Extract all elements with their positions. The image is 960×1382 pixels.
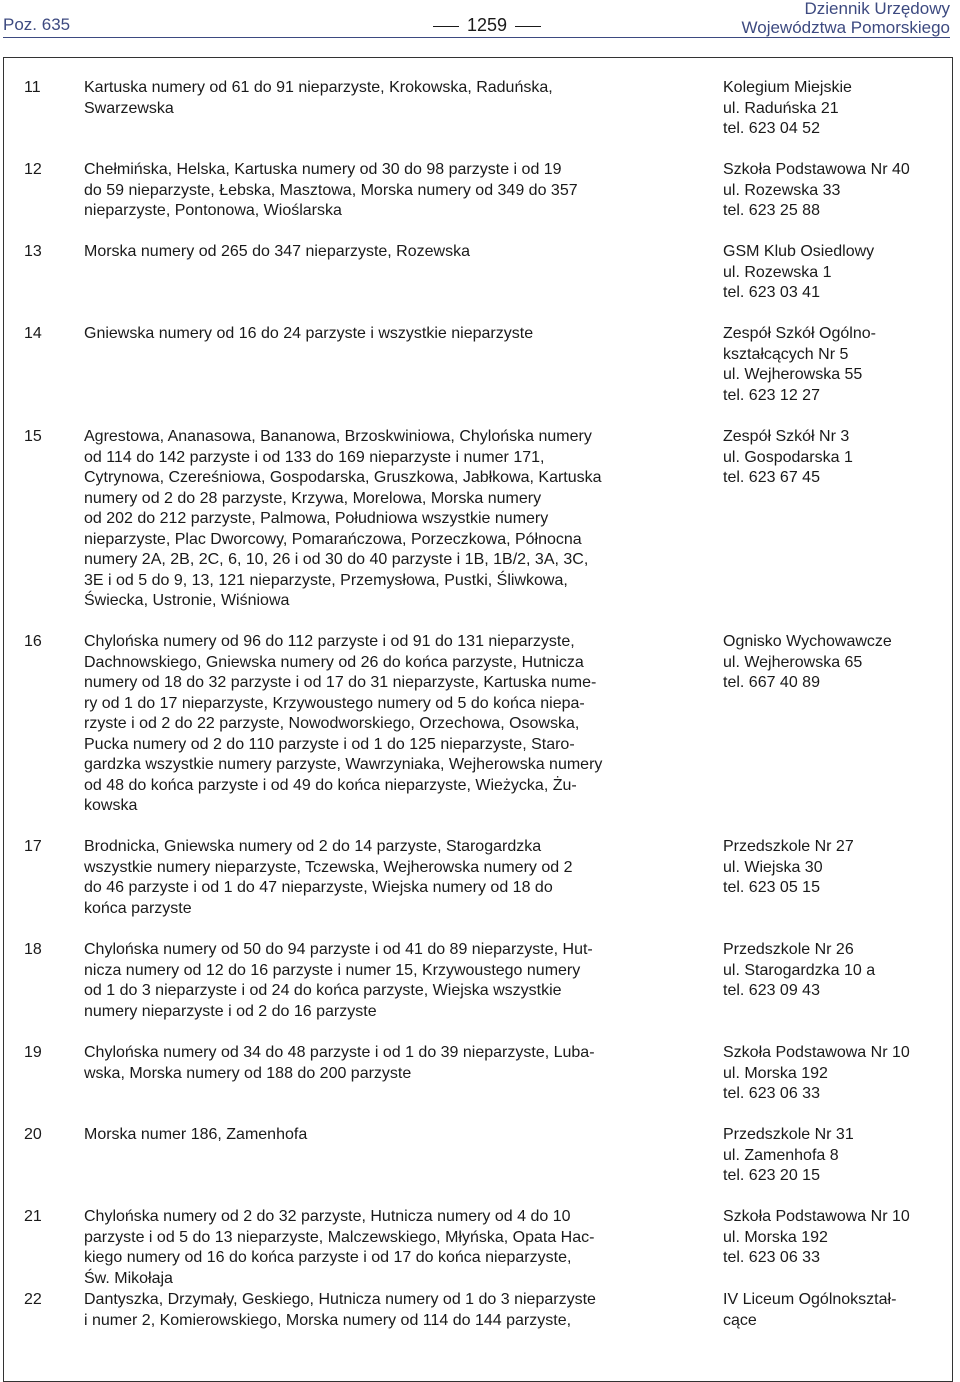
streets-line: Świecka, Ustronie, Wiśniowa <box>84 592 290 609</box>
district-table <box>3 57 953 1382</box>
header-rule <box>3 37 950 38</box>
institution-line: tel. 623 05 15 <box>723 879 820 896</box>
streets-line: Pucka numery od 2 do 110 parzyste i od 1 do 125 nieparzyste, Staro- <box>84 735 575 753</box>
institution-line: tel. 623 06 33 <box>723 1085 820 1102</box>
streets-line: nieparzyste, Plac Dworcowy, Pomarańczowa, Porzeczkowa, Północna <box>84 530 582 548</box>
institution-line: tel. 623 04 52 <box>723 120 820 137</box>
institution-cell <box>723 632 958 694</box>
institution-line: tel. 623 12 27 <box>723 386 820 404</box>
institution-line: tel. 623 67 45 <box>723 469 820 486</box>
streets-line: Morska numer 186, Zamenhofa <box>84 1126 308 1143</box>
institution-cell <box>723 427 958 489</box>
institution-line: Zespół Szkół Nr 3 <box>723 428 850 445</box>
institution-line: Szkoła Podstawowa Nr 10 <box>723 1208 910 1225</box>
institution-cell <box>723 1125 958 1187</box>
streets-line: końca parzyste <box>84 899 192 917</box>
streets-line: od 114 do 142 parzyste i od 133 do 169 nieparzyste i numer 171, <box>84 448 545 466</box>
streets-line: wska, Morska numery od 188 do 200 parzyste <box>84 1064 412 1082</box>
streets-line: Chylońska numery od 2 do 32 parzyste, Hutnicza numery od 4 do 10 <box>84 1208 571 1225</box>
journal-title-line1: Dziennik Urzędowy <box>804 0 950 18</box>
streets-line: wszystkie numery nieparzyste, Tczewska, Wejherowska numery od 2 <box>84 858 573 876</box>
institution-line: Przedszkole Nr 31 <box>723 1126 854 1143</box>
streets-line: Morska numery od 265 do 347 nieparzyste, Rozewska <box>84 243 470 260</box>
streets-line: rzyste i od 2 do 22 parzyste, Nowodworskiego, Orzechowa, Osowska, <box>84 715 580 732</box>
institution-cell <box>723 1207 958 1269</box>
journal-title-line2: Województwa Pomorskiego <box>741 18 950 37</box>
streets-cell <box>84 242 724 263</box>
streets-line: gardzka wszystkie numery parzyste, Wawrzyniaka, Wejherowska numery <box>84 756 603 773</box>
institution-line: ul. Raduńska 21 <box>723 99 839 117</box>
dash-right <box>515 26 541 27</box>
institution-line: IV Liceum Ogólnokształ- <box>723 1291 897 1308</box>
institution-cell <box>723 1290 958 1331</box>
row-number: 12 <box>24 161 42 178</box>
streets-line: Dantyszka, Drzymały, Geskiego, Hutnicza numery od 1 do 3 nieparzyste <box>84 1291 596 1308</box>
row-number: 21 <box>24 1208 42 1225</box>
institution-line: ul. Morska 192 <box>723 1064 828 1082</box>
institution-line: ul. Zamenhofa 8 <box>723 1146 839 1164</box>
streets-line: Chylońska numery od 96 do 112 parzyste i od 91 do 131 nieparzyste, <box>84 633 575 650</box>
streets-line: Św. Mikołaja <box>84 1269 173 1287</box>
institution-line: ul. Wejherowska 65 <box>723 653 863 671</box>
streets-line: od 48 do końca parzyste i od 49 do końca nieparzyste, Wieżycka, Żu- <box>84 776 577 794</box>
streets-line: kowska <box>84 797 138 814</box>
institution-line: GSM Klub Osiedlowy <box>723 243 875 260</box>
streets-cell <box>84 940 724 1022</box>
streets-line: Cytrynowa, Czereśniowa, Gospodarska, Gruszkowa, Jabłkowa, Kartuska <box>84 469 602 486</box>
institution-line: ul. Rozewska 33 <box>723 181 841 199</box>
row-number: 14 <box>24 325 42 342</box>
streets-line: Brodnicka, Gniewska numery od 2 do 14 parzyste, Starogardzka <box>84 838 542 855</box>
institution-line: ul. Wiejska 30 <box>723 858 823 876</box>
row-number: 13 <box>24 243 42 260</box>
streets-line: 3E i od 5 do 9, 13, 121 nieparzyste, Przemysłowa, Pustki, Śliwkowa, <box>84 571 568 589</box>
institution-line: ul. Wejherowska 55 <box>723 366 863 383</box>
streets-cell <box>84 632 724 817</box>
page-number <box>425 15 549 36</box>
streets-line: od 202 do 212 parzyste, Palmowa, Południowa wszystkie numery <box>84 510 549 527</box>
streets-cell <box>84 1207 724 1289</box>
streets-line: od 1 do 3 nieparzyste i od 24 do końca parzyste, Wiejska wszystkie <box>84 982 562 999</box>
institution-line: ul. Gospodarska 1 <box>723 448 853 466</box>
institution-line: Przedszkole Nr 27 <box>723 838 854 855</box>
streets-line: numery od 2 do 28 parzyste, Krzywa, Morelowa, Morska numery <box>84 489 542 507</box>
streets-line: numery od 18 do 32 parzyste i od 17 do 31 nieparzyste, Kartuska nume- <box>84 674 597 691</box>
streets-line: ry od 1 do 17 nieparzyste, Krzywoustego numery od 5 do końca niepa- <box>84 694 585 712</box>
institution-line: tel. 623 20 15 <box>723 1167 820 1184</box>
streets-cell <box>84 160 724 222</box>
row-number: 11 <box>24 79 41 96</box>
institution-line: Ognisko Wychowawcze <box>723 633 892 650</box>
streets-line: numery 2A, 2B, 2C, 6, 10, 26 i od 30 do 40 parzyste i 1B, 1B/2, 3A, 3C, <box>84 551 589 568</box>
row-number: 15 <box>24 428 42 445</box>
institution-line: ul. Starogardzka 10 a <box>723 961 876 979</box>
institution-cell <box>723 837 958 899</box>
institution-line: tel. 623 03 41 <box>723 284 820 301</box>
row-number: 16 <box>24 633 42 650</box>
institution-line: tel. 623 09 43 <box>723 982 820 999</box>
institution-line: Szkoła Podstawowa Nr 10 <box>723 1044 910 1061</box>
streets-line: nieparzyste, Pontonowa, Wioślarska <box>84 202 342 219</box>
streets-cell <box>84 1125 724 1146</box>
streets-cell <box>84 1043 724 1084</box>
streets-line: kiego numery od 16 do końca parzyste i od 17 do końca nieparzyste, <box>84 1249 572 1266</box>
streets-cell <box>84 324 724 345</box>
institution-line: Przedszkole Nr 26 <box>723 941 854 958</box>
position-label: Poz. 635 <box>3 15 71 34</box>
streets-line: nicza numery od 12 do 16 parzyste i numer 15, Krzywoustego numery <box>84 961 581 979</box>
institution-cell <box>723 242 958 304</box>
institution-line: kształcących Nr 5 <box>723 345 849 363</box>
streets-line: do 46 parzyste i od 1 do 47 nieparzyste, Wiejska numery od 18 do <box>84 879 553 896</box>
row-number: 22 <box>24 1291 42 1308</box>
institution-cell <box>723 78 958 140</box>
institution-line: ul. Morska 192 <box>723 1228 828 1246</box>
streets-line: Kartuska numery od 61 do 91 nieparzyste, Krokowska, Raduńska, <box>84 79 553 96</box>
streets-line: Chełmińska, Helska, Kartuska numery od 30 do 98 parzyste i od 19 <box>84 161 562 178</box>
journal-title <box>742 0 951 37</box>
streets-line: i numer 2, Komierowskiego, Morska numery od 114 do 144 parzyste, <box>84 1311 572 1329</box>
page-header <box>0 0 960 48</box>
streets-line: numery nieparzyste i od 2 do 16 parzyste <box>84 1002 377 1020</box>
row-number: 18 <box>24 941 42 958</box>
dash-left <box>433 26 459 27</box>
streets-cell <box>84 1290 724 1331</box>
streets-line: parzyste i od 5 do 13 nieparzyste, Malczewskiego, Młyńska, Opata Hac- <box>84 1228 595 1246</box>
institution-line: tel. 623 06 33 <box>723 1249 820 1266</box>
streets-line: Gniewska numery od 16 do 24 parzyste i wszystkie nieparzyste <box>84 325 534 342</box>
streets-line: Dachnowskiego, Gniewska numery od 26 do końca parzyste, Hutnicza <box>84 653 584 671</box>
institution-line: Szkoła Podstawowa Nr 40 <box>723 161 910 178</box>
institution-cell <box>723 940 958 1002</box>
row-number: 20 <box>24 1126 42 1143</box>
institution-line: Kolegium Miejskie <box>723 79 852 96</box>
streets-line: Chylońska numery od 50 do 94 parzyste i od 41 do 89 nieparzyste, Hut- <box>84 941 593 958</box>
institution-line: cące <box>723 1311 757 1329</box>
row-number: 17 <box>24 838 42 855</box>
institution-cell <box>723 160 958 222</box>
row-number: 19 <box>24 1044 42 1061</box>
institution-cell <box>723 324 958 406</box>
streets-line: Chylońska numery od 34 do 48 parzyste i od 1 do 39 nieparzyste, Luba- <box>84 1044 595 1061</box>
institution-line: ul. Rozewska 1 <box>723 263 832 281</box>
institution-line: tel. 623 25 88 <box>723 202 820 219</box>
page-number-text: 1259 <box>467 15 508 35</box>
institution-cell <box>723 1043 958 1105</box>
institution-line: Zespół Szkół Ogólno- <box>723 325 876 342</box>
streets-cell <box>84 837 724 919</box>
streets-line: do 59 nieparzyste, Łebska, Masztowa, Morska numery od 349 do 357 <box>84 181 578 199</box>
streets-line: Swarzewska <box>84 99 174 117</box>
streets-cell <box>84 78 724 119</box>
streets-line: Agrestowa, Ananasowa, Bananowa, Brzoskwiniowa, Chylońska numery <box>84 428 592 445</box>
institution-line: tel. 667 40 89 <box>723 674 820 691</box>
streets-cell <box>84 427 724 612</box>
